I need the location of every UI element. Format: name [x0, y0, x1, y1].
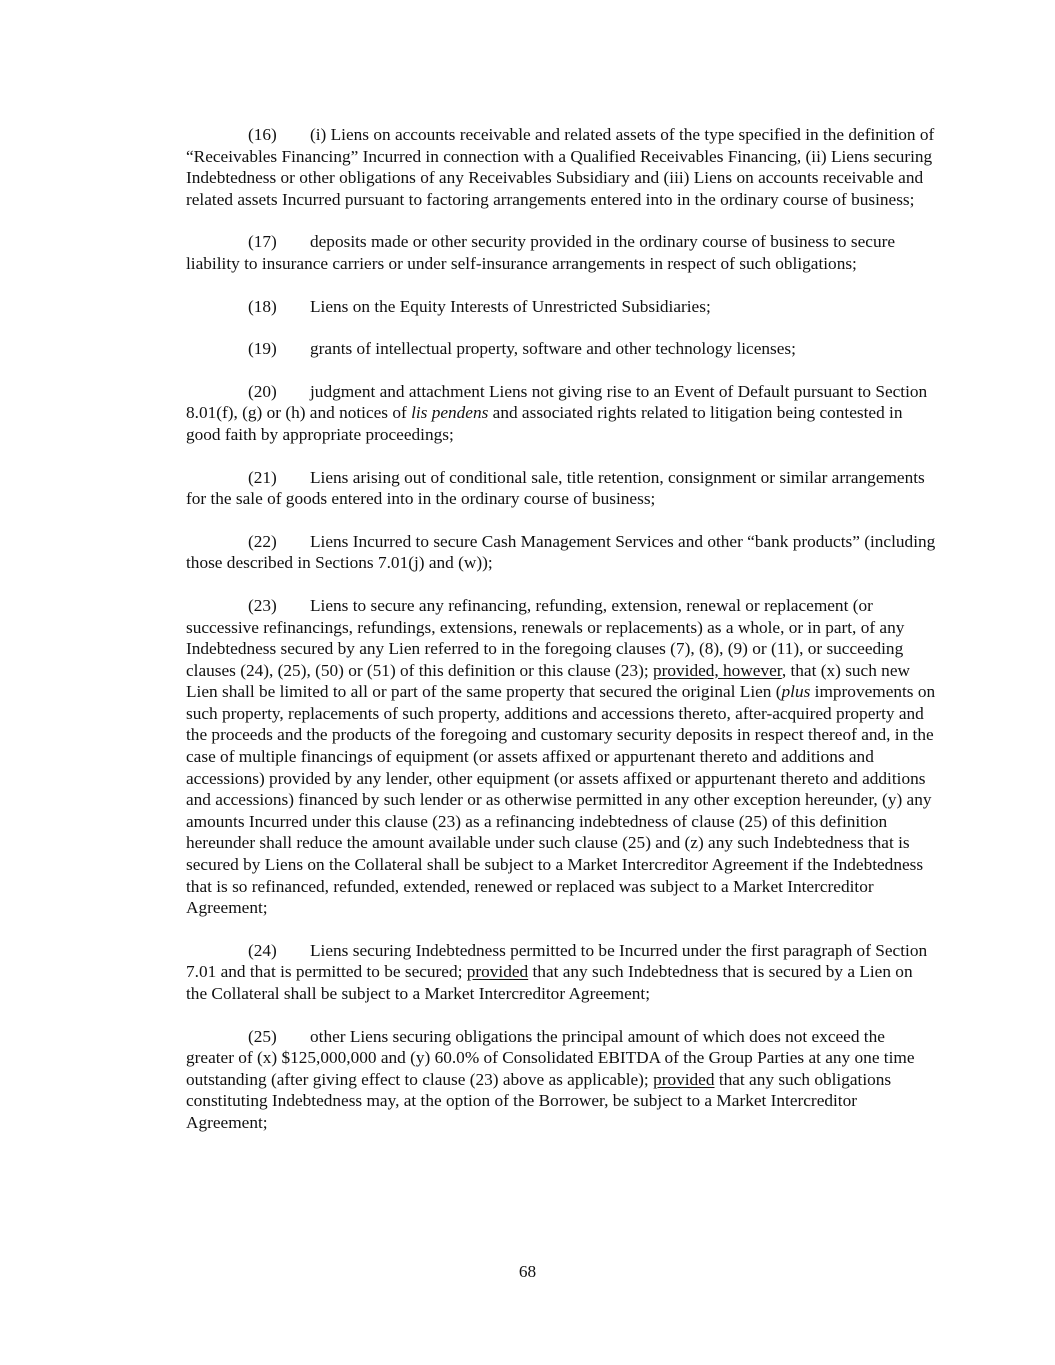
- clause-25: [186, 1026, 936, 1134]
- clause-text: Liens to secure any refinancing, refunding, extension, renewal or replacement (or successive refinancings, refundings, extensions, renewals or replacements) as a whole, or in part, of any Indebtedness secured by any Lien referred to in the foregoing clauses (7), (8), (9) or (11), or succeeding clauses (24), (25), (50) or (51) of this definition or this clause (23);: [186, 595, 905, 680]
- clause-17: [186, 231, 936, 274]
- clause-text: that any such obligations constituting Indebtedness may, at the option of the Borrower, be subject to a Market Intercreditor Agreement;: [186, 1069, 892, 1132]
- clause-text-italic: plus: [781, 682, 811, 702]
- clause-18: [186, 296, 936, 318]
- clause-text-underlined: provided: [466, 962, 529, 982]
- clause-text: Liens arising out of conditional sale, title retention, consignment or similar arrangements for the sale of goods entered into in the ordinary course of business;: [186, 467, 925, 509]
- clause-number: (20): [248, 381, 277, 401]
- clause-24: [186, 940, 936, 1005]
- page-number: 68: [518, 1262, 537, 1281]
- document-body: [186, 124, 936, 1155]
- clause-number: (19): [248, 339, 277, 359]
- clause-number: (24): [248, 940, 277, 960]
- clause-22: [186, 531, 936, 574]
- clause-20: [186, 381, 936, 446]
- clause-text: deposits made or other security provided in the ordinary course of business to secure liability to insurance carriers or under self-insurance arrangements in respect of such obligations;: [186, 232, 896, 273]
- clause-text: (i) Liens on accounts receivable and related assets of the type specified in the definition of “Receivables Financing” Incurred in connection with a Qualified Receivables Financing, (ii) Liens securing Indebtedness or other obligations of any Receivables Subsidiary and (iii) Liens on accounts receivable and related assets Incurred pursuant to factoring arrangements entered into in the ordinary course of business;: [186, 125, 935, 209]
- clause-19: [186, 338, 936, 360]
- clause-text: judgment and attachment Liens not giving rise to an Event of Default pursuant to Section 8.01(f), (g) or (h) and notices of: [186, 381, 928, 423]
- clause-number: (25): [248, 1026, 277, 1046]
- clause-text-underlined: provided: [653, 1069, 715, 1089]
- clause-text: Liens Incurred to secure Cash Management Services and other “bank products” (including those described in Sections 7.01(j) and (w));: [186, 531, 936, 573]
- clause-text: improvements on such property, replacements of such property, additions and accessions thereto, after-acquired property and the proceeds and the products of the foregoing and customary security deposits in respect thereof and, in the case of multiple financings of equipment (or assets affixed or appurtenant thereto and additions and accessions) provided by any lender, other equipment (or assets affixed or appurtenant thereto and additions and accessions) financed by such lender or as otherwise permitted in any other exception hereunder, (y) any amounts Incurred under this clause (23) as a refinancing indebtedness of clause (25) of this definition hereunder shall reduce the amount available under such clause (25) and (z) any such Indebtedness that is secured by Liens on the Collateral shall be subject to a Market Intercreditor Agreement if the Indebtedness that is so refinanced, refunded, extended, renewed or replaced was subject to a Market Intercreditor Agreement;: [186, 682, 936, 918]
- clause-text: and associated rights related to litigation being contested in good faith by appropriate proceedings;: [186, 403, 903, 444]
- clause-16: [186, 124, 936, 210]
- clause-number: (21): [248, 467, 277, 487]
- clause-number: (18): [248, 296, 277, 316]
- clause-text-italic: lis pendens: [411, 403, 489, 423]
- clause-text: , that (x) such new Lien shall be limited to all or part of the same property that secured the original Lien (: [186, 660, 910, 702]
- clause-number: (17): [248, 232, 277, 252]
- clause-23: [186, 595, 936, 919]
- clause-text: that any such Indebtedness that is secured by a Lien on the Collateral shall be subject to a Market Intercreditor Agreement;: [186, 962, 913, 1003]
- clause-text: other Liens securing obligations the principal amount of which does not exceed the greater of (x) $125,000,000 and (y) 60.0% of Consolidated EBITDA of the Group Parties at any one time outstanding (after giving effect to clause (23) above as applicable);: [186, 1026, 915, 1089]
- clause-text: grants of intellectual property, software and other technology licenses;: [310, 339, 796, 359]
- clause-number: (22): [248, 531, 277, 551]
- clause-number: (16): [248, 125, 277, 144]
- clause-number: (23): [248, 595, 277, 615]
- clause-21: [186, 467, 936, 510]
- clause-text: Liens on the Equity Interests of Unrestricted Subsidiaries;: [310, 296, 711, 316]
- clause-text: Liens securing Indebtedness permitted to be Incurred under the first paragraph of Section 7.01 and that is permitted to be secured;: [186, 940, 928, 982]
- clause-text-underlined: provided, however: [652, 660, 782, 680]
